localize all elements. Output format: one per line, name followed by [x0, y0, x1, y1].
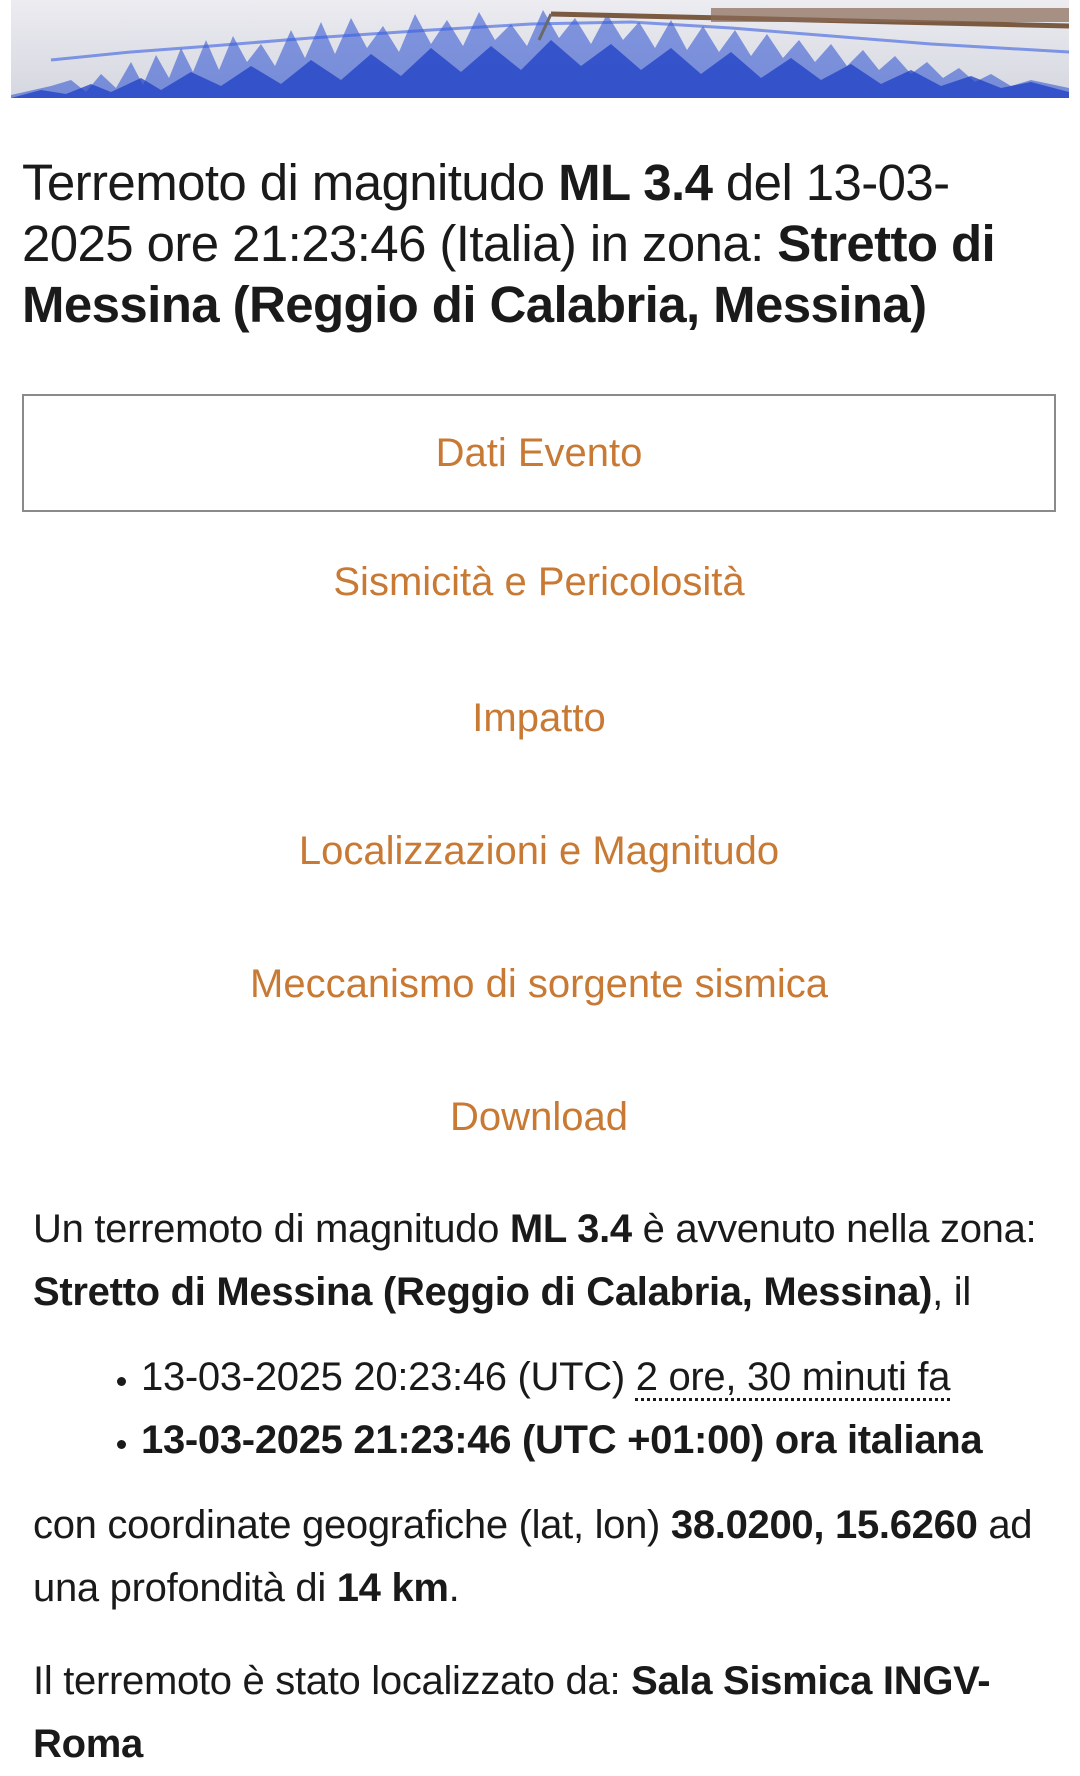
headline-datetime: del 13-03-2025 ore 21:23:46 (Italia) in zona:	[22, 154, 950, 272]
headline-prefix: Terremoto di magnitudo	[22, 154, 559, 211]
latitude: 38.0200	[670, 1503, 814, 1547]
coords-mid: ad una profondità di	[33, 1503, 1033, 1610]
seismogram-graphic	[11, 0, 1069, 98]
coord-separator: ,	[813, 1503, 836, 1547]
intro-mid: è avvenuto nella zona:	[631, 1207, 1037, 1251]
summary-magnitude: ML 3.4	[509, 1207, 632, 1251]
coords-prefix: con coordinate geografiche (lat, lon)	[33, 1503, 671, 1547]
event-headline	[22, 152, 1052, 335]
located-by-agency: Sala Sismica INGV-Roma	[33, 1659, 991, 1766]
intro-prefix: Un terremoto di magnitudo	[33, 1207, 510, 1251]
intro-suffix: , il	[932, 1270, 971, 1314]
summary-coordinates	[33, 1494, 1043, 1620]
tab-sismicita-pericolosita[interactable]: Sismicità e Pericolosità	[333, 559, 745, 604]
relative-time[interactable]: 2 ore, 30 minuti fa	[635, 1355, 951, 1399]
time-list	[33, 1346, 1043, 1472]
tab-meccanismo-sorgente[interactable]: Meccanismo di sorgente sismica	[250, 962, 828, 1006]
event-tabs	[22, 512, 1056, 1184]
utc-time: 13-03-2025 20:23:46 (UTC)	[141, 1355, 636, 1399]
summary-located-by	[33, 1650, 1043, 1776]
headline-zone: Stretto di Messina (Reggio di Calabria, Messina)	[22, 215, 996, 333]
longitude: 15.6260	[835, 1503, 978, 1547]
event-summary	[33, 1198, 1043, 1776]
list-item-utc	[141, 1346, 1043, 1409]
depth: 14 km	[336, 1566, 449, 1610]
seismogram-banner-image	[11, 0, 1069, 98]
tab-download[interactable]: Download	[450, 1095, 628, 1139]
coords-suffix: .	[448, 1566, 460, 1610]
list-item-local	[141, 1409, 1043, 1472]
tab-impatto[interactable]: Impatto	[472, 696, 606, 740]
tab-dati-evento[interactable]: Dati Evento	[22, 394, 1056, 512]
local-time: 13-03-2025 21:23:46 (UTC +01:00) ora italiana	[141, 1418, 983, 1462]
located-prefix: Il terremoto è stato localizzato da:	[33, 1659, 632, 1703]
summary-zone: Stretto di Messina (Reggio di Calabria, Messina)	[33, 1270, 933, 1314]
tab-localizzazioni-magnitudo[interactable]: Localizzazioni e Magnitudo	[298, 829, 780, 873]
headline-magnitude: ML 3.4	[558, 154, 713, 211]
summary-intro	[33, 1198, 1043, 1324]
